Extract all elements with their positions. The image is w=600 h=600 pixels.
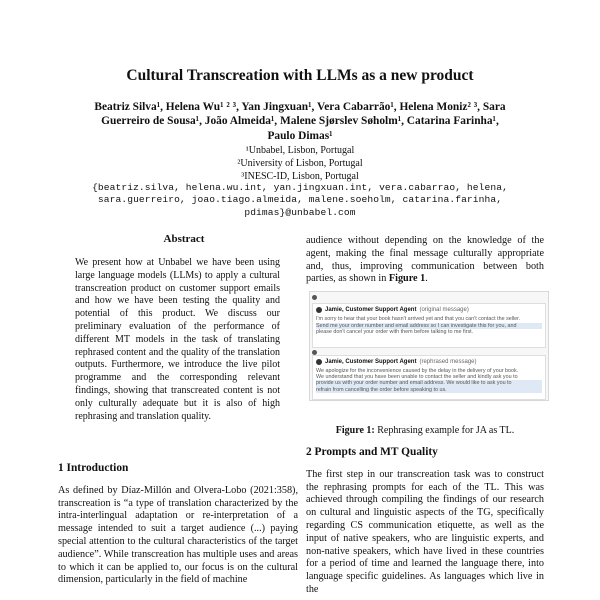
figure-reference: Figure 1 [388, 273, 426, 285]
original-line-2: Send me your order number and email address so I can investigate this for you, and [316, 323, 542, 330]
rephrased-line-1: We apologize for the inconvenience caused by the delay in the delivery of your book. [316, 368, 519, 374]
message-tag: (rephrased message) [419, 358, 477, 365]
affiliation-3: ³INESC-ID, Lisbon, Portugal [241, 170, 359, 182]
agent-name: Jamie, Customer Support Agent [325, 306, 417, 313]
email-list [30, 182, 570, 219]
message-tag: (original message) [419, 306, 469, 313]
continuation-end: . [425, 273, 428, 285]
author-list [70, 100, 530, 143]
rephrased-line-2: We understand that you have been unable to contact the seller and kindly ask you to [316, 374, 518, 381]
section-2-text: The first step in our transcreation task was to construct the rephrasing prompts for each of the TL. This was achieved through compiling the findings of our research on cultural and linguistic aspects of the TG, specifically regarding CS communication etiquette, as well as the input of native speakers, who are linguistic experts, and non-native speakers, which have lived in these countries for a period of time and learned the language there, into language specific guidelines. As languages which live in the [306, 468, 544, 595]
email-line-1: {beatriz.silva, helena.wu.int, yan.jingxuan.int, vera.cabarrao, helena, [92, 182, 508, 193]
affiliation-2: ²University of Lisbon, Portugal [237, 157, 363, 169]
caption-label: Figure 1: [335, 425, 375, 436]
avatar-icon [316, 359, 322, 365]
affiliations [60, 145, 540, 183]
rephrased-message-panel [312, 355, 546, 400]
authors-line-3: Paulo Dimas¹ [267, 129, 333, 142]
section-2-heading: 2 Prompts and MT Quality [306, 446, 438, 458]
authors-line-1: Beatriz Silva¹, Helena Wu¹ ² ³, Yan Jingxuan¹, Vera Cabarrão¹, Helena Moniz² ³, Sara [94, 101, 506, 113]
authors-line-2: Guerreiro de Sousa¹, João Almeida¹, Malene Sjørslev Søholm¹, Catarina Farinha¹, [101, 115, 499, 128]
original-line-1: I'm sorry to hear that your book hasn't arrived yet and that you can't contact the seller. [316, 316, 521, 322]
rephrased-message-text [313, 367, 545, 394]
continuation-text: audience without depending on the knowledge of the agent, making the final message culturally appropriate and, thus, improving communication between both parties, as shown in [306, 235, 544, 285]
avatar-icon [316, 307, 322, 313]
rephrased-line-3: provide us with your order number and email address. We would like to ask you to [316, 380, 542, 386]
window-dot-icon [312, 350, 317, 355]
section-1 [58, 462, 298, 587]
figure-topbar [312, 293, 544, 301]
figure-caption [306, 425, 544, 436]
agent-name: Jamie, Customer Support Agent [325, 358, 417, 365]
caption-text: Rephrasing example for JA as TL. [374, 425, 515, 436]
email-line-3: pdimas}@unbabel.com [244, 206, 356, 218]
abstract-heading: Abstract [163, 233, 205, 245]
panel-header [313, 304, 545, 315]
paper-title: Cultural Transcreation with LLMs as a new product [126, 67, 474, 84]
original-line-3: please don't cancel your order with them before talking to me first. [316, 329, 474, 336]
figure-1 [309, 291, 549, 401]
section-1-text: As defined by Díaz-Millón and Olvera-Lobo (2021:358), transcreation is “a type of translation characterized by the intra-interlingual adaptation or re-interpretation of a message intended to suit a target audience (...) paying special attention to the cultural characteristics of the target audience”. While transcreation has multiple uses and areas to which it can be applied to, our focus is on the cultural dimension, particularly in the field of machine [58, 484, 298, 586]
original-message-text [313, 315, 545, 337]
section-1-heading: 1 Introduction [58, 462, 129, 474]
window-dot-icon [312, 295, 317, 300]
abstract-text: We present how at Unbabel we have been using large language models (LLMs) to apply a cultural transcreation product on customer support emails and how we have been testing the quality and potential of this product. We discuss our preliminary evaluation of the performance of different MT models in the task of translating rephrased content and the quality of the translation outputs. Furthermore, we introduce the live pilot programme and the corresponding relevant findings, showing that transcreated content is not only culturally adequate but it is also of high rephrasing and translation quality. [75, 257, 280, 422]
email-line-2: sara.guerreiro, joao.tiago.almeida, malene.soeholm, catarina.farinha, [97, 194, 503, 206]
section-2 [306, 446, 544, 597]
affiliation-1: ¹Unbabel, Lisbon, Portugal [245, 145, 355, 156]
panel-header [313, 356, 545, 367]
right-column-continuation [306, 235, 544, 286]
rephrased-line-4: refrain from cancelling the order before speaking to us. [316, 387, 542, 393]
original-message-panel [312, 303, 546, 348]
